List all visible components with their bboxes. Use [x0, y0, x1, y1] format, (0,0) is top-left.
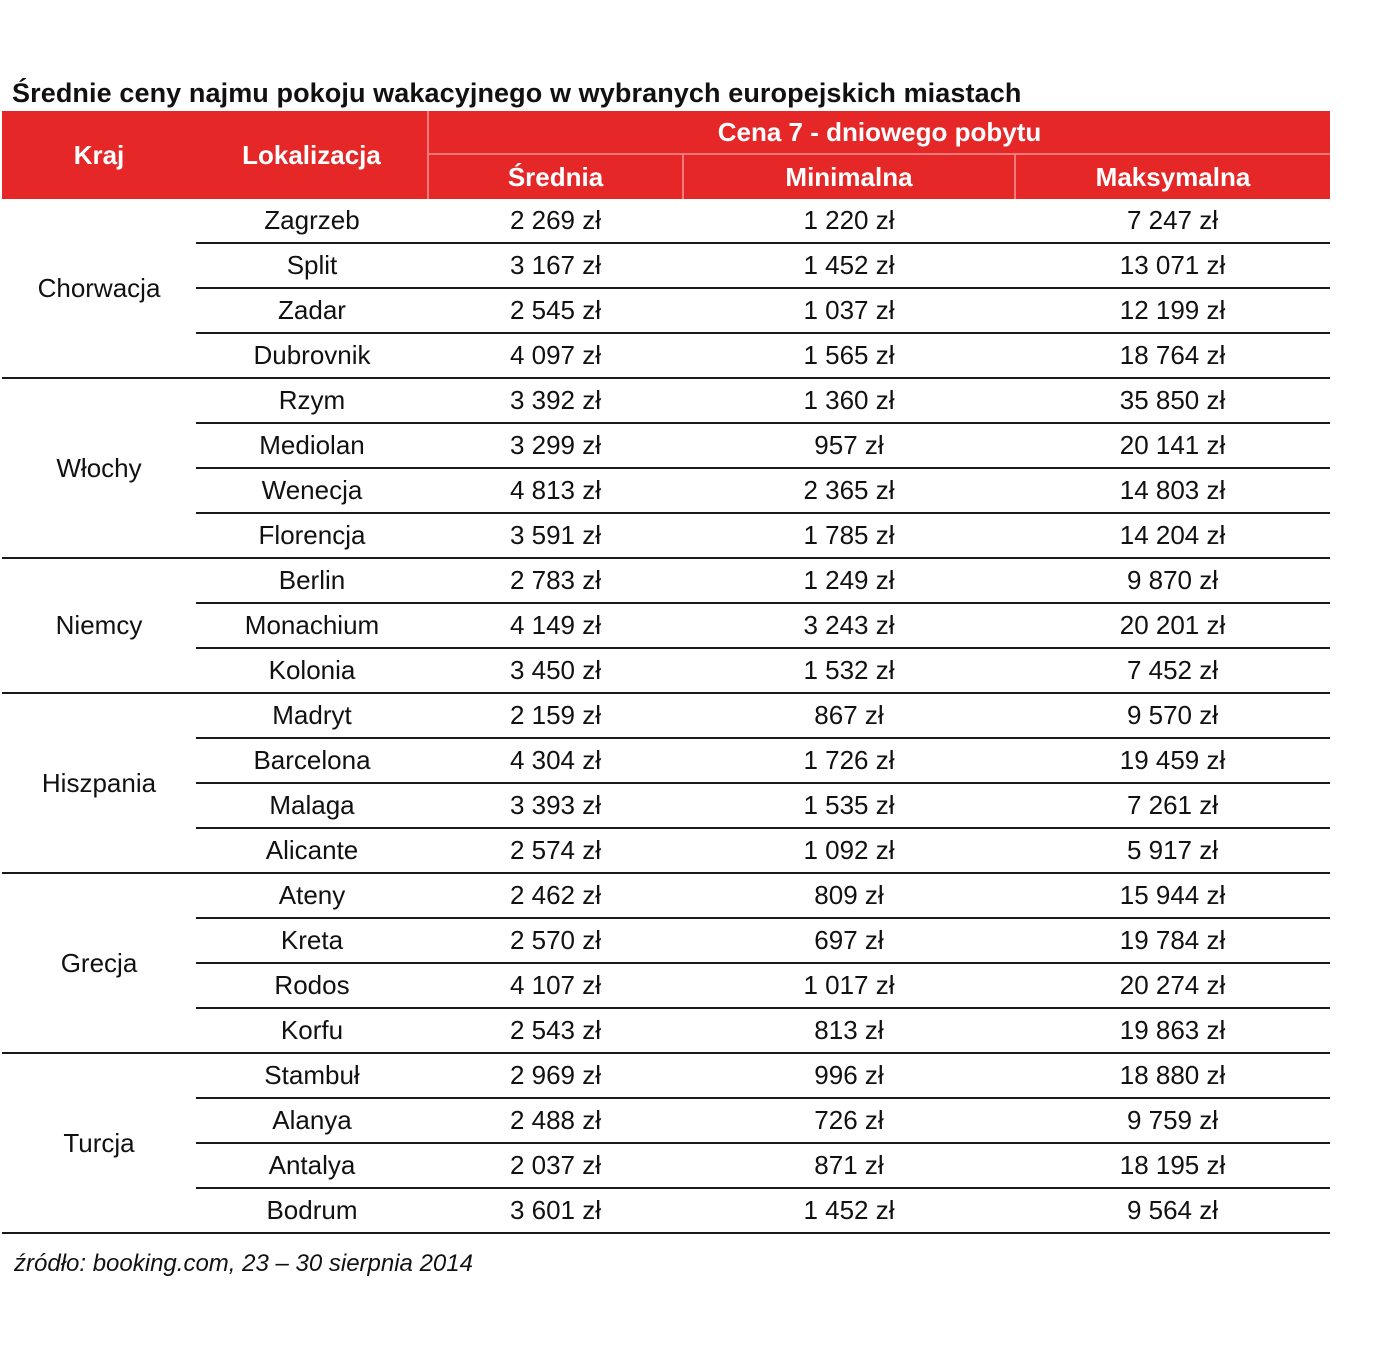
minimum-price-cell: 957 zł	[683, 423, 1015, 468]
average-price-cell: 4 149 zł	[428, 603, 683, 648]
table-header	[2, 111, 1330, 199]
average-price-cell: 2 037 zł	[428, 1143, 683, 1188]
header-price-group: Cena 7 - dniowego pobytu	[428, 111, 1330, 154]
minimum-price-cell: 871 zł	[683, 1143, 1015, 1188]
table-row	[2, 783, 1330, 828]
average-price-cell: 2 543 zł	[428, 1008, 683, 1053]
average-price-cell: 3 393 zł	[428, 783, 683, 828]
maximum-price-cell: 7 247 zł	[1015, 199, 1330, 243]
city-cell: Zagrzeb	[196, 199, 428, 243]
minimum-price-cell: 813 zł	[683, 1008, 1015, 1053]
maximum-price-cell: 9 870 zł	[1015, 558, 1330, 603]
maximum-price-cell: 20 141 zł	[1015, 423, 1330, 468]
average-price-cell: 2 969 zł	[428, 1053, 683, 1098]
city-cell: Mediolan	[196, 423, 428, 468]
minimum-price-cell: 726 zł	[683, 1098, 1015, 1143]
minimum-price-cell: 3 243 zł	[683, 603, 1015, 648]
minimum-price-cell: 1 220 zł	[683, 199, 1015, 243]
average-price-cell: 3 601 zł	[428, 1188, 683, 1233]
minimum-price-cell: 809 zł	[683, 873, 1015, 918]
maximum-price-cell: 19 459 zł	[1015, 738, 1330, 783]
table-row	[2, 243, 1330, 288]
city-cell: Wenecja	[196, 468, 428, 513]
maximum-price-cell: 19 784 zł	[1015, 918, 1330, 963]
city-cell: Rzym	[196, 378, 428, 423]
table-row	[2, 423, 1330, 468]
table-body	[2, 199, 1330, 1233]
minimum-price-cell: 867 zł	[683, 693, 1015, 738]
minimum-price-cell: 1 452 zł	[683, 1188, 1015, 1233]
maximum-price-cell: 9 570 zł	[1015, 693, 1330, 738]
city-cell: Malaga	[196, 783, 428, 828]
table-row	[2, 963, 1330, 1008]
city-cell: Dubrovnik	[196, 333, 428, 378]
average-price-cell: 4 107 zł	[428, 963, 683, 1008]
average-price-cell: 3 591 zł	[428, 513, 683, 558]
city-cell: Alicante	[196, 828, 428, 873]
average-price-cell: 2 570 zł	[428, 918, 683, 963]
table-row	[2, 828, 1330, 873]
country-cell: Turcja	[2, 1053, 196, 1233]
city-cell: Rodos	[196, 963, 428, 1008]
country-cell: Grecja	[2, 873, 196, 1053]
table-row	[2, 738, 1330, 783]
average-price-cell: 3 392 zł	[428, 378, 683, 423]
city-cell: Madryt	[196, 693, 428, 738]
city-cell: Florencja	[196, 513, 428, 558]
average-price-cell: 3 167 zł	[428, 243, 683, 288]
maximum-price-cell: 7 261 zł	[1015, 783, 1330, 828]
maximum-price-cell: 35 850 zł	[1015, 378, 1330, 423]
header-maximum: Maksymalna	[1015, 154, 1330, 199]
average-price-cell: 2 545 zł	[428, 288, 683, 333]
maximum-price-cell: 5 917 zł	[1015, 828, 1330, 873]
header-country: Kraj	[2, 111, 196, 199]
maximum-price-cell: 14 204 zł	[1015, 513, 1330, 558]
average-price-cell: 4 304 zł	[428, 738, 683, 783]
table-row	[2, 1143, 1330, 1188]
page-title: Średnie ceny najmu pokoju wakacyjnego w wybranych europejskich miastach	[12, 78, 1022, 108]
minimum-price-cell: 1 532 zł	[683, 648, 1015, 693]
average-price-cell: 2 574 zł	[428, 828, 683, 873]
maximum-price-cell: 15 944 zł	[1015, 873, 1330, 918]
source-note: źródło: booking.com, 23 – 30 sierpnia 2014	[14, 1250, 473, 1277]
city-cell: Zadar	[196, 288, 428, 333]
table-row	[2, 603, 1330, 648]
country-cell: Chorwacja	[2, 199, 196, 378]
city-cell: Split	[196, 243, 428, 288]
country-cell: Hiszpania	[2, 693, 196, 873]
minimum-price-cell: 697 zł	[683, 918, 1015, 963]
city-cell: Bodrum	[196, 1188, 428, 1233]
table-row	[2, 1053, 1330, 1098]
city-cell: Barcelona	[196, 738, 428, 783]
maximum-price-cell: 13 071 zł	[1015, 243, 1330, 288]
maximum-price-cell: 7 452 zł	[1015, 648, 1330, 693]
country-cell: Niemcy	[2, 558, 196, 693]
average-price-cell: 4 813 zł	[428, 468, 683, 513]
minimum-price-cell: 1 017 zł	[683, 963, 1015, 1008]
minimum-price-cell: 1 092 zł	[683, 828, 1015, 873]
minimum-price-cell: 1 452 zł	[683, 243, 1015, 288]
table-row	[2, 333, 1330, 378]
minimum-price-cell: 996 zł	[683, 1053, 1015, 1098]
maximum-price-cell: 9 759 zł	[1015, 1098, 1330, 1143]
maximum-price-cell: 19 863 zł	[1015, 1008, 1330, 1053]
header-minimum: Minimalna	[683, 154, 1015, 199]
table-row	[2, 468, 1330, 513]
average-price-cell: 2 269 zł	[428, 199, 683, 243]
price-table	[2, 111, 1330, 1234]
city-cell: Stambuł	[196, 1053, 428, 1098]
city-cell: Monachium	[196, 603, 428, 648]
table-row	[2, 873, 1330, 918]
table-row	[2, 1008, 1330, 1053]
table-row	[2, 288, 1330, 333]
minimum-price-cell: 1 037 zł	[683, 288, 1015, 333]
table-row	[2, 1098, 1330, 1143]
table-row	[2, 558, 1330, 603]
minimum-price-cell: 1 785 zł	[683, 513, 1015, 558]
city-cell: Alanya	[196, 1098, 428, 1143]
maximum-price-cell: 20 274 zł	[1015, 963, 1330, 1008]
average-price-cell: 2 462 zł	[428, 873, 683, 918]
table-row	[2, 513, 1330, 558]
minimum-price-cell: 1 726 zł	[683, 738, 1015, 783]
minimum-price-cell: 2 365 zł	[683, 468, 1015, 513]
maximum-price-cell: 18 764 zł	[1015, 333, 1330, 378]
maximum-price-cell: 14 803 zł	[1015, 468, 1330, 513]
maximum-price-cell: 18 880 zł	[1015, 1053, 1330, 1098]
table-row	[2, 918, 1330, 963]
city-cell: Berlin	[196, 558, 428, 603]
city-cell: Antalya	[196, 1143, 428, 1188]
table-row	[2, 199, 1330, 243]
table-row	[2, 693, 1330, 738]
average-price-cell: 4 097 zł	[428, 333, 683, 378]
table-row	[2, 378, 1330, 423]
minimum-price-cell: 1 535 zł	[683, 783, 1015, 828]
table-row	[2, 648, 1330, 693]
average-price-cell: 3 450 zł	[428, 648, 683, 693]
header-location: Lokalizacja	[196, 111, 428, 199]
average-price-cell: 2 159 zł	[428, 693, 683, 738]
city-cell: Ateny	[196, 873, 428, 918]
maximum-price-cell: 9 564 zł	[1015, 1188, 1330, 1233]
average-price-cell: 3 299 zł	[428, 423, 683, 468]
minimum-price-cell: 1 565 zł	[683, 333, 1015, 378]
minimum-price-cell: 1 360 zł	[683, 378, 1015, 423]
city-cell: Kreta	[196, 918, 428, 963]
city-cell: Kolonia	[196, 648, 428, 693]
average-price-cell: 2 488 zł	[428, 1098, 683, 1143]
maximum-price-cell: 18 195 zł	[1015, 1143, 1330, 1188]
table-row	[2, 1188, 1330, 1233]
city-cell: Korfu	[196, 1008, 428, 1053]
maximum-price-cell: 20 201 zł	[1015, 603, 1330, 648]
country-cell: Włochy	[2, 378, 196, 558]
minimum-price-cell: 1 249 zł	[683, 558, 1015, 603]
header-average: Średnia	[428, 154, 683, 199]
maximum-price-cell: 12 199 zł	[1015, 288, 1330, 333]
average-price-cell: 2 783 zł	[428, 558, 683, 603]
